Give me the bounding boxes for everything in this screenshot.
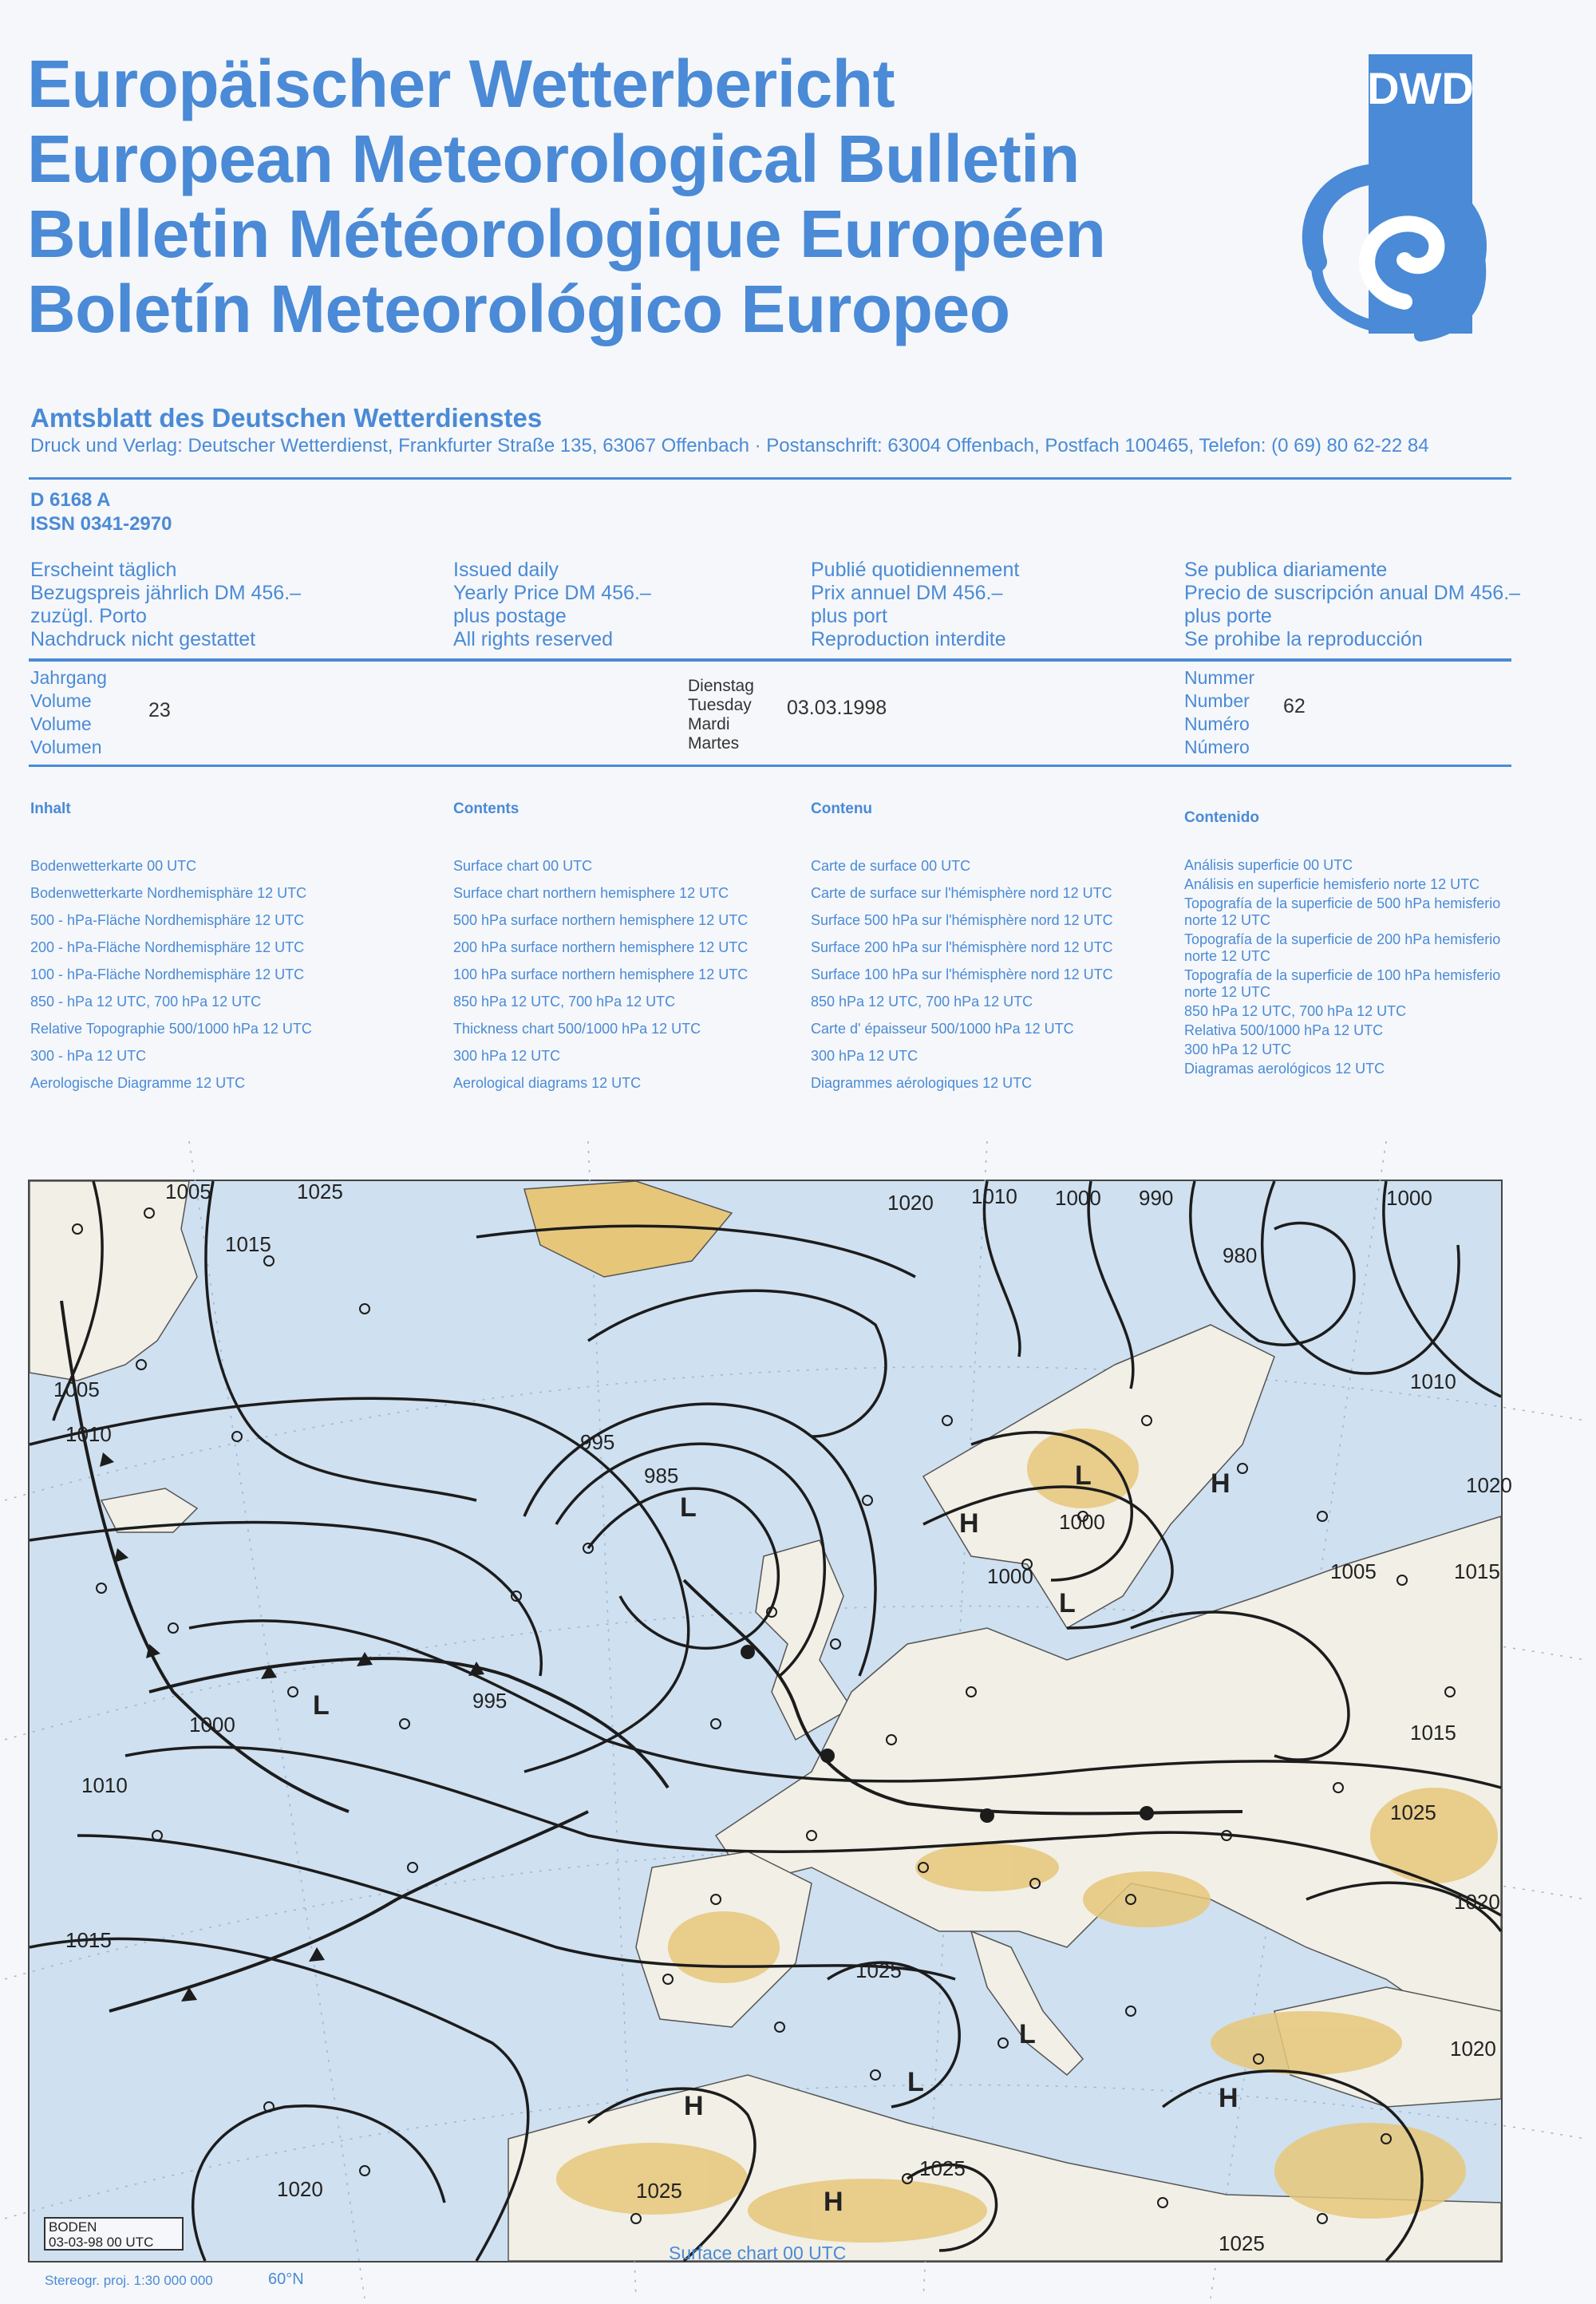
contents-item: 850 hPa 12 UTC, 700 hPa 12 UTC — [453, 994, 676, 1010]
publication-info-fr — [811, 559, 1019, 651]
isobar-label: 1010 — [1410, 1369, 1456, 1393]
stamp-line: BODEN — [49, 2219, 97, 2235]
label: Tuesday — [688, 696, 752, 714]
contents-item: 300 - hPa 12 UTC — [30, 1048, 147, 1064]
contents-item: Thickness chart 500/1000 hPa 12 UTC — [453, 1021, 701, 1037]
publication-ids — [30, 488, 172, 536]
contents-item: Diagrammes aérologiques 12 UTC — [811, 1075, 1033, 1091]
contents-item: 300 hPa 12 UTC — [453, 1048, 561, 1064]
isobar-label: 995 — [580, 1430, 615, 1454]
info-line: Issued daily — [453, 559, 559, 581]
title-french: Bulletin Météorologique Européen — [27, 196, 1106, 271]
label: Number — [1184, 690, 1250, 711]
contents-item: Topografía de la superficie de 500 hPa hemisferio norte 12 UTC — [1184, 895, 1501, 928]
issue-date: 03.03.1998 — [787, 697, 887, 719]
isobar-label: 980 — [1223, 1243, 1258, 1267]
info-line: Bezugspreis jährlich DM 456.– — [30, 582, 302, 604]
isobar-label: 1020 — [277, 2177, 323, 2201]
contents-item: Bodenwetterkarte 00 UTC — [30, 858, 197, 874]
logo-text: DWD — [1367, 63, 1474, 113]
publisher-org: Amtsblatt des Deutschen Wetterdienstes — [30, 403, 543, 433]
isobar-label: 1020 — [1454, 1890, 1500, 1914]
contents-list-fr — [811, 852, 1113, 1097]
label: Dienstag — [688, 677, 754, 695]
contents-item: 850 - hPa 12 UTC, 700 hPa 12 UTC — [30, 994, 262, 1010]
contents-item: 500 hPa surface northern hemisphere 12 UTC — [453, 912, 749, 928]
contents-item: Aerologische Diagramme 12 UTC — [30, 1075, 246, 1091]
contents-item: Surface 500 hPa sur l'hémisphère nord 12 UTC — [811, 912, 1113, 928]
contents-item: Surface 200 hPa sur l'hémisphère nord 12 UTC — [811, 939, 1113, 955]
high-pressure-center: H — [824, 2187, 843, 2217]
contents-item: Aerological diagrams 12 UTC — [453, 1075, 642, 1091]
volume-value: 23 — [148, 699, 171, 721]
label: Volume — [30, 690, 92, 711]
contents-item: 850 hPa 12 UTC, 700 hPa 12 UTC — [811, 994, 1033, 1010]
title-block — [27, 46, 1105, 346]
isobar-label: 1005 — [53, 1377, 100, 1401]
contents-item: 100 - hPa-Fläche Nordhemisphäre 12 UTC — [30, 966, 305, 982]
isobar-label: 1005 — [1330, 1559, 1377, 1583]
isobar-label: 990 — [1139, 1186, 1174, 1210]
isobar-label: 1010 — [65, 1422, 112, 1446]
low-pressure-center: L — [1059, 1588, 1076, 1618]
divider — [29, 765, 1511, 767]
info-line: Erscheint täglich — [30, 559, 177, 581]
publication-code: D 6168 A — [30, 489, 111, 511]
publisher-address: Druck und Verlag: Deutscher Wetterdienst, Frankfurter Straße 135, 63067 Offenbach · Postanschrift: 63004 Offenbach, Postfach 100465, Telefon: (0 69) 80 62-22 84 — [30, 435, 1429, 456]
isobar-label: 1005 — [165, 1180, 211, 1203]
contents-item: 100 hPa surface northern hemisphere 12 UTC — [453, 966, 749, 982]
contents-item: Topografía de la superficie de 200 hPa hemisferio norte 12 UTC — [1184, 931, 1501, 964]
contents-item: Topografía de la superficie de 100 hPa hemisferio norte 12 UTC — [1184, 967, 1501, 1000]
contents-item: Surface 100 hPa sur l'hémisphère nord 12 UTC — [811, 966, 1113, 982]
contents-header-en: Contents — [453, 800, 519, 817]
info-line: plus port — [811, 605, 887, 627]
surface-chart-map — [30, 1180, 1512, 2261]
divider — [29, 658, 1511, 662]
publication-info-en — [453, 559, 651, 651]
volume-labels — [30, 666, 107, 759]
isobar-label: 1025 — [297, 1180, 343, 1203]
isobar-label: 1025 — [919, 2156, 966, 2180]
contents-list-de — [30, 852, 312, 1097]
isobar-label: 1025 — [855, 1958, 902, 1982]
info-line: Precio de suscripción anual DM 456.– — [1184, 582, 1521, 604]
contents-item: Diagramas aerológicos 12 UTC — [1184, 1061, 1385, 1077]
label: Nummer — [1184, 667, 1255, 688]
chart-stamp — [44, 2217, 184, 2251]
isobar-label: 1010 — [971, 1184, 1017, 1208]
info-line: Se publica diariamente — [1184, 559, 1388, 581]
label: Mardi — [688, 715, 730, 733]
low-pressure-center: L — [680, 1492, 697, 1523]
low-pressure-center: L — [1075, 1460, 1092, 1491]
contents-item: Carte d' épaisseur 500/1000 hPa 12 UTC — [811, 1021, 1074, 1037]
label: Número — [1184, 737, 1250, 757]
title-spanish: Boletín Meteorológico Europeo — [27, 271, 1010, 346]
info-line: plus porte — [1184, 605, 1272, 627]
isobar-label: 1000 — [987, 1564, 1033, 1588]
info-line: Reproduction interdite — [811, 628, 1006, 650]
isobar-label: 1025 — [636, 2179, 682, 2203]
info-line: Nachdruck nicht gestattet — [30, 628, 256, 650]
info-line: Publié quotidiennement — [811, 559, 1020, 581]
contents-item: 200 hPa surface northern hemisphere 12 UTC — [453, 939, 749, 955]
info-line: Yearly Price DM 456.– — [453, 582, 651, 604]
contents-item: Surface chart northern hemisphere 12 UTC — [453, 885, 729, 901]
high-pressure-center: H — [1219, 2083, 1238, 2113]
contents-list-es — [1184, 857, 1527, 1080]
info-line: plus postage — [453, 605, 567, 627]
contents-item: 300 hPa 12 UTC — [811, 1048, 918, 1064]
contents-item: Bodenwetterkarte Nordhemisphäre 12 UTC — [30, 885, 307, 901]
contents-item: 200 - hPa-Fläche Nordhemisphäre 12 UTC — [30, 939, 305, 955]
isobar-label: 1015 — [1410, 1721, 1456, 1745]
contents-item: 300 hPa 12 UTC — [1184, 1041, 1292, 1057]
contents-list-en — [453, 852, 748, 1097]
surface-chart — [28, 1180, 1512, 2263]
isobar-label: 1000 — [1059, 1510, 1105, 1534]
publication-info-de — [30, 559, 301, 651]
isobar-label: 1020 — [887, 1191, 934, 1215]
contents-item: Carte de surface 00 UTC — [811, 858, 971, 874]
label: Martes — [688, 734, 740, 753]
contents-item: Carte de surface sur l'hémisphère nord 12 UTC — [811, 885, 1112, 901]
projection-note: Stereogr. proj. 1:30 000 000 — [45, 2273, 213, 2288]
isobar-label: 1000 — [1386, 1186, 1432, 1210]
isobar-label: 985 — [644, 1464, 679, 1488]
label: Jahrgang — [30, 667, 107, 688]
info-line: Se prohibe la reproducción — [1184, 628, 1423, 650]
high-pressure-center: H — [1211, 1468, 1231, 1499]
high-pressure-center: H — [959, 1508, 979, 1539]
isobar-label: 1015 — [65, 1928, 112, 1952]
contents-header-es: Contenido — [1184, 809, 1259, 826]
low-pressure-center: L — [313, 1690, 330, 1721]
isobar-label: 1015 — [1454, 1559, 1500, 1583]
latitude-note: 60°N — [268, 2270, 304, 2288]
isobar-label: 1020 — [1450, 2037, 1496, 2061]
contents-item: Relative Topographie 500/1000 hPa 12 UTC — [30, 1021, 312, 1037]
info-line: All rights reserved — [453, 628, 614, 650]
publication-info-es — [1184, 559, 1520, 651]
issue-number: 62 — [1283, 695, 1306, 717]
isobar-label: 995 — [472, 1689, 508, 1713]
isobar-label: 1010 — [81, 1773, 128, 1797]
contents-item: Análisis en superficie hemisferio norte 12 UTC — [1184, 876, 1480, 892]
weekday-labels — [688, 677, 754, 753]
contents-item: Relativa 500/1000 hPa 12 UTC — [1184, 1022, 1384, 1038]
contents-item: Análisis superficie 00 UTC — [1184, 857, 1353, 873]
contents-header-de: Inhalt — [30, 800, 71, 817]
dwd-logo — [1285, 54, 1516, 342]
title-english: European Meteorological Bulletin — [27, 121, 1080, 196]
isobar-label: 1015 — [225, 1232, 271, 1256]
contents-header-fr: Contenu — [811, 800, 873, 817]
isobar-label: 1025 — [1390, 1800, 1436, 1824]
isobar-label: 1025 — [1219, 2231, 1265, 2255]
low-pressure-center: L — [1019, 2019, 1036, 2049]
number-labels — [1184, 666, 1254, 759]
divider — [29, 477, 1511, 480]
info-line: Prix annuel DM 456.– — [811, 582, 1003, 604]
low-pressure-center: L — [907, 2067, 924, 2097]
issn: ISSN 0341-2970 — [30, 513, 172, 535]
label: Volume — [30, 713, 92, 734]
info-line: zuzügl. Porto — [30, 605, 147, 627]
contents-item: 500 - hPa-Fläche Nordhemisphäre 12 UTC — [30, 912, 305, 928]
high-pressure-center: H — [684, 2091, 704, 2121]
isobar-label: 1000 — [1055, 1186, 1101, 1210]
contents-item: 850 hPa 12 UTC, 700 hPa 12 UTC — [1184, 1003, 1407, 1019]
label: Numéro — [1184, 713, 1250, 734]
chart-caption: Surface chart 00 UTC — [669, 2243, 847, 2263]
label: Volumen — [30, 737, 102, 757]
title-german: Europäischer Wetterbericht — [27, 46, 895, 121]
stamp-line: 03-03-98 00 UTC — [49, 2235, 154, 2250]
isobar-label: 1000 — [189, 1713, 235, 1737]
contents-item: Surface chart 00 UTC — [453, 858, 593, 874]
isobar-label: 1020 — [1466, 1473, 1512, 1497]
